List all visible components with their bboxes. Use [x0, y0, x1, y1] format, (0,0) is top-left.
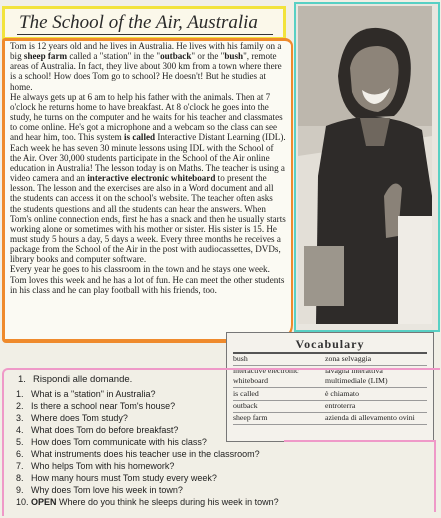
- vocabulary-term: interactive electronic whiteboard: [233, 366, 299, 385]
- boy-photo: [298, 6, 432, 324]
- question-open-label: OPEN: [31, 497, 57, 507]
- story-key-term: is called: [124, 132, 156, 143]
- question-text: What does Tom do before breakfast?: [31, 425, 179, 435]
- question-text: How many hours must Tom study every week?: [31, 473, 217, 483]
- vocabulary-term: bush: [233, 354, 248, 363]
- story-key-term: outback: [160, 51, 192, 62]
- question-number: 7.: [16, 461, 24, 471]
- questions-frame-right: [284, 440, 436, 512]
- question-number: 1.: [16, 389, 24, 399]
- exercise-number: 1.: [18, 374, 26, 385]
- question-number: 3.: [16, 413, 24, 423]
- vocabulary-translation: zona selvaggia: [325, 354, 372, 363]
- title-underline: [17, 34, 273, 35]
- vocabulary-title: Vocabulary: [295, 337, 365, 351]
- vocabulary-term: outback: [233, 401, 258, 410]
- question-text: What instruments does his teacher use in the classroom?: [31, 449, 260, 459]
- story-text: He always gets up at 6 am to help his father with the animals. Then at 7 o'clock he returns home to have breakfast. At 8 o'clock he goes into the study, he turns on the computer and he waits for his teacher and classmates to come online. He's got a microphone and a webcam so the class can see and hear him, too. This system: [10, 91, 283, 143]
- question-text: What is a "station" in Australia?: [31, 389, 156, 399]
- exercise-heading: [18, 374, 132, 385]
- question-number: 4.: [16, 425, 24, 435]
- story-text: Interactive Distant Learning (IDL). Each week he has seven 30 minute lessons using IDL with the School of the Air. Over 30,000 students participate in the School of the Air online education in Australia! The lesson today is on Maths. The teacher is using a video camera and an: [10, 132, 286, 184]
- story-text: Tom is 12 years old and he lives in Australia. He lives with his family on a big: [10, 41, 282, 62]
- vocabulary-translation: azienda di allevamento ovini: [325, 413, 415, 422]
- question-text: Where does Tom study?: [31, 413, 128, 423]
- question-item: [16, 389, 155, 399]
- question-text: Where do you think he sleeps during his week in town?: [56, 497, 279, 507]
- question-item: [16, 473, 217, 483]
- story-key-term: bush: [224, 51, 244, 62]
- question-text: Is there a school near Tom's house?: [31, 401, 176, 411]
- vocabulary-row: [233, 354, 427, 366]
- reading-text: [10, 41, 286, 295]
- story-paragraph: [10, 41, 286, 92]
- question-number: 9.: [16, 485, 24, 495]
- story-paragraph: [10, 264, 286, 294]
- question-item: [16, 413, 128, 423]
- question-item: [16, 485, 183, 495]
- story-key-term: interactive electronic whiteboard: [87, 173, 216, 184]
- page-title: The School of the Air, Australia: [19, 12, 258, 33]
- question-item: [16, 497, 279, 507]
- story-paragraph: [10, 92, 286, 265]
- exercise-instruction: Rispondi alle domande.: [33, 374, 133, 385]
- story-text: to present the lesson. The lesson and the exercises are also in a Word document and all the students can access it on the school's website. The teacher often asks the students questions and all the students can hear the answers. When Tom's online connection ends, first he has a snack and then he usually starts working alone or sometimes with his mother or sister. His sister is 15. He must study 5 hours a day, 5 days a week. Every three months he receives a package from the School of the Air in the post with audiocassettes, DVDs, library books and computer software.: [10, 173, 286, 265]
- question-number: 8.: [16, 473, 24, 483]
- vocabulary-translation: entroterra: [325, 401, 356, 410]
- vocabulary-translation: è chiamato: [325, 389, 359, 398]
- question-number: 6.: [16, 449, 24, 459]
- story-text: called a "station" in the ": [67, 51, 161, 62]
- question-text: Who helps Tom with his homework?: [31, 461, 175, 471]
- question-item: [16, 401, 175, 411]
- question-item: [16, 425, 178, 435]
- question-number: 10.: [16, 497, 29, 507]
- story-key-term: sheep farm: [23, 51, 68, 62]
- story-text: Every year he goes to his classroom in the town and he stays one week. Tom loves this week and he has a lot of fun. He can meet the other students in his class and he can play football with his friends, too.: [10, 264, 285, 295]
- question-number: 2.: [16, 401, 24, 411]
- question-text: How does Tom communicate with his class?: [31, 437, 207, 447]
- vocabulary-term: is called: [233, 389, 259, 398]
- question-item: [16, 461, 174, 471]
- story-text: " or the ": [191, 51, 225, 62]
- title-box: [2, 6, 286, 40]
- question-item: [16, 437, 207, 447]
- vocabulary-translation: lavagna interattiva multimediale (LIM): [325, 366, 388, 385]
- vocabulary-term: sheep farm: [233, 413, 268, 422]
- story-text: ", remote areas of Australia. In fact, they live about 300 km from a town where there is a school! How does Tom go to school? He doesn't! But he studies at home.: [10, 51, 282, 92]
- question-item: [16, 449, 260, 459]
- question-number: 5.: [16, 437, 24, 447]
- question-text: Why does Tom love his week in town?: [31, 485, 183, 495]
